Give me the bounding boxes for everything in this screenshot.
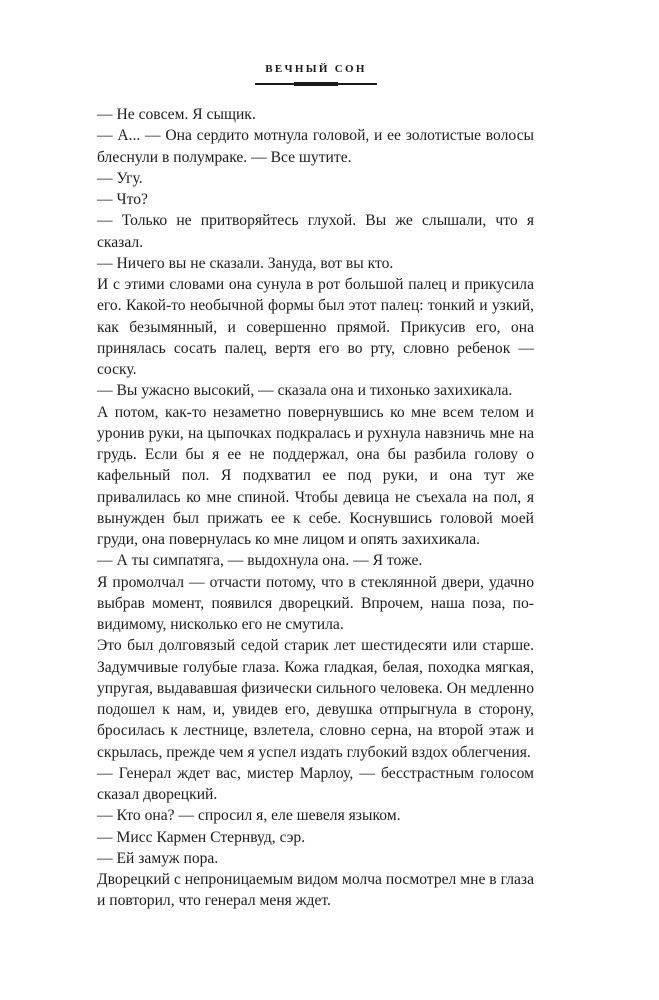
paragraph: — Кто она? — спросил я, еле шевеля языком.: [97, 807, 401, 825]
paragraph: — Ничего вы не сказали. Зануда, вот вы кто.: [97, 254, 394, 272]
paragraph: — Только не притворяйтесь глухой. Вы же слышали, что я сказал.: [97, 212, 534, 251]
paragraph: — Вы ужасно высокий, — сказала она и тихонько захихикала.: [97, 382, 513, 400]
paragraph: — Не совсем. Я сыщик.: [97, 106, 256, 123]
paragraph: Дворецкий с непроницаемым видом молча посмотрел мне в глаза и повторил, что генерал меня ждет.: [97, 871, 534, 910]
paragraph: — Генерал ждет вас, мистер Марлоу, — бесстрастным голосом сказал дворецкий.: [97, 764, 534, 803]
header-rule: [255, 83, 377, 85]
paragraph: Это был долговязый седой старик лет шестидесяти или старше. Задумчивые голубые глаза. Кожа гладкая, белая, походка мягкая, упругая, выдававшая физически сильного человека. Он медленно подошел к нам, и, увидев его, девушка отпрыгнула в сторону, бросилась к лестнице, взлетела, словно серна, на второй этаж и скрылась, прежде чем я успел издать глубокий вздох облегчения.: [97, 637, 534, 761]
running-title: ВЕЧНЫЙ СОН: [265, 63, 367, 75]
paragraph: — А... — Она сердито мотнула головой, и ее золотистые волосы блеснули в полумраке. — Все шутите.: [97, 127, 534, 166]
running-header: [255, 62, 377, 85]
body-text: [97, 104, 534, 912]
paragraph: — Мисс Кармен Стернвуд, сэр.: [97, 828, 306, 846]
paragraph: — Что?: [97, 191, 148, 208]
paragraph: — А ты симпатяга, — выдохнула она. — Я тоже.: [97, 552, 423, 570]
paragraph: И с этими словами она сунула в рот большой палец и прикусила его. Какой-то необычной формы был этот палец: тонкий и узкий, как безымянный, и совершенно прямой. Прикусив его, она принялась сосать палец, вертя его во рту, словно ребенок — соску.: [97, 276, 534, 378]
paragraph: — Угу.: [97, 169, 143, 187]
paragraph: — Ей замуж пора.: [97, 849, 219, 867]
paragraph: Я промолчал — отчасти потому, что в стеклянной двери, удачно выбрав момент, появился дворецкий. Впрочем, наша поза, повидимому, нисколько его не смутила.: [97, 573, 534, 633]
paragraph: А потом, как-то незаметно повернувшись ко мне всем телом и уронив руки, на цыпочках подкралась и рухнула навзничь мне на грудь. Если бы я ее не поддержал, она бы разбила голову о кафельный пол. Я подхватил ее под руки, и она тут же привалилась ко мне спиной. Чтобы девица не съехала на пол, я вынужден был прижать ее к себе. Коснувшись головой моей груди, она повернулась ко мне лицом и опять захихикала.: [97, 403, 534, 548]
